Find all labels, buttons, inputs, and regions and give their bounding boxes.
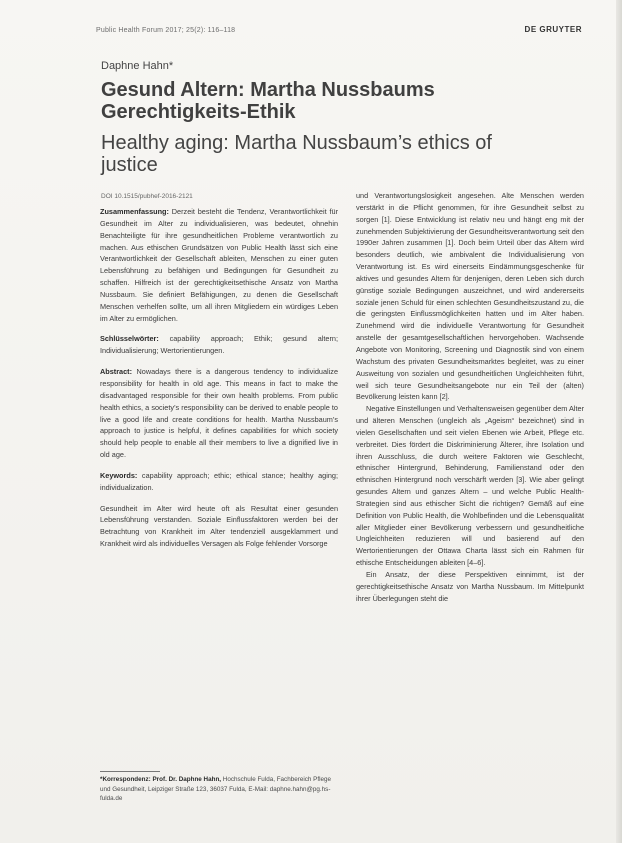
keywords-english-label: Keywords: [100,470,138,480]
abstract-english [100,366,338,461]
page-edge [616,0,622,843]
body-paragraph-4: Ein Ansatz, der diese Perspektiven einnimmt, ist der gerechtigkeitsethische Ansatz von Martha Nussbaum. Im Mittelpunkt ihrer Überlegungen steht die [356,570,584,603]
body-paragraph-3: Negative Einstellungen und Verhaltensweisen gegenüber dem Alter und älteren Menschen (ungleich als „Ageism“ bezeichnet) sind in vielen Gesellschaften und seit vielen Ebenen wie Arbeit, Pflege etc. verbreitet. Dies fördert die Diskriminierung Älterer, ihre Isolation und ihren Ausschluss, die durch weitere Faktoren wie Geschlecht, ethnischer Hintergrund, Behinderung, Familienstand oder den ethnischen Hintergrund noch verschärft werden [3]. Wie aber gelingt gesundes Altern und ganzes Altern – und welche Public Health-Strategien sind aus ethischer Sicht die richtigen? Gemäß auf eine Definition von Public Health, die Wohlbefinden und die Lebensqualität aller Mitglieder einer Bevölkerung verbessern und gesundheitliche Ungleichheiten reduzieren will und basierend auf den Wertorientierungen der Ottawa Charta lässt sich ein Rahmen für ethische Entscheidungen ableiten [4–6]. [356,404,584,568]
body-paragraph-2: und Verantwortungslosigkeit angesehen. Alte Menschen werden verstärkt in die Pflicht genommen, für ihre Gesundheit selbst zu sorgen [1]. Diese Entwicklung ist relativ neu und hängt eng mit der zunehmenden Subjektivierung der Gesundheitsverantwortung seit den 1990er Jahren zusammen [1]. Doch beim Urteil über das Altern wird besonders deutlich, wie ambivalent die Individualisierung von Verantwortung ist. Es wird einerseits Eindämmungsgeschenke für aktives und gesundes Altern für denjenigen, deren Leben sich durch günstige soziale Bedingungen auszeichnet, und wird andererseits soziale jenen Schuld für einen schlechten Gesundheitszustand zu, die die geringsten Einflussmöglichkeiten hatten und im Alter haben. Zunehmend wird die individuelle Verantwortung für Gesundheit anstelle der gesamtgesellschaftlichen hervorgehoben. Wachsende Angebote von Monitoring, Screening und Diagnostik sind von einem Wachstum des privaten Gesundheitsmarktes begleitet, was zu einer Ausweitung von sozialen und gesundheitlichen Ungleichheiten führt, weil sich teure Gesundheitsangebote nur ein Teil der (alten) Bevölkerung leisten kann [2]. [356,191,584,402]
author-name: Daphne Hahn* [101,60,174,72]
journal-citation: Public Health Forum 2017; 25(2): 116–118 [96,27,236,34]
keywords-german-text: capability approach; Ethik; gesund altern; Individualisierung; Wertorientierungen. [100,334,338,356]
column-right [356,190,584,605]
publisher-logo: DE GRUYTER [524,25,582,34]
abstract-english-label: Abstract: [100,367,133,377]
footnote [100,775,340,804]
keywords-german [100,333,338,357]
body-paragraph-1: Gesundheit im Alter wird heute oft als Resultat einer gesunden Lebensführung verstanden. Soziale Einflussfaktoren werden bei der Betrachtung von Krankheit im Alter tendenziell ausgeklammert und Krankheit wird als individuelles Versagen als Folge fehlender Vorsorge [100,503,338,549]
title-english: Healthy aging: Martha Nussbaum’s ethics of justice [101,132,492,176]
abstract-german-label: Zusammenfassung: [100,207,169,216]
abstract-german-text: Derzeit besteht die Tendenz, Verantwortlichkeit für Gesundheit im Alter zu individualisieren, was bedeutet, ohnehin Benachteiligte für ihre gesundheitlichen Probleme verantwortlich zu machen. Aus ethischen Grundsätzen von Public Health lässt sich eine Verantwortlichkeit der Gesellschaft ableiten, Menschen zu einer guten Lebensführung zu befähigen und Bedingungen für Gesundheit zu schaffen. Hilfreich ist der gerechtigkeitsethische Ansatz von Martha Nussbaum. Sie definiert Befähigungen, zu denen die Gesellschaft Menschen verhelfen sollte, um all ihren Mitgliedern ein würdiges Leben im Alter zu ermöglichen. [100,207,338,323]
abstract-english-text: Nowadays there is a dangerous tendency to individualize responsibility for health in old age. This means in fact to make the disadvantaged responsible for their own health problems. From public health ethics, a society’s responsibility can be derived to enable people to live a good life and create conditions for health. Martha Nussbaum’s approach to justice is helpful, it defines capabilities for which society should help people to enable all their members to live a dignified live in old age. [100,367,338,460]
abstract-german [100,206,338,324]
doi: DOI 10.1515/pubhef-2016-2121 [101,193,193,200]
keywords-german-label: Schlüsselwörter: [100,334,159,344]
footnote-label: *Korrespondenz: Prof. Dr. Daphne Hahn, [100,776,222,783]
footnote-text: Hochschule Fulda, Fachbereich Pflege und Gesundheit, Leipziger Straße 123, 36037 Fulda, E-Mail: daphne.hahn@pg.hs-fulda.de [100,776,331,802]
footnote-divider [100,771,160,772]
column-left [100,206,338,550]
keywords-english-text: capability approach; ethic; ethical stance; healthy aging; individualization. [100,470,338,492]
title-german: Gesund Altern: Martha Nussbaums Gerechtigkeits-Ethik [101,79,435,123]
keywords-english [100,470,338,494]
